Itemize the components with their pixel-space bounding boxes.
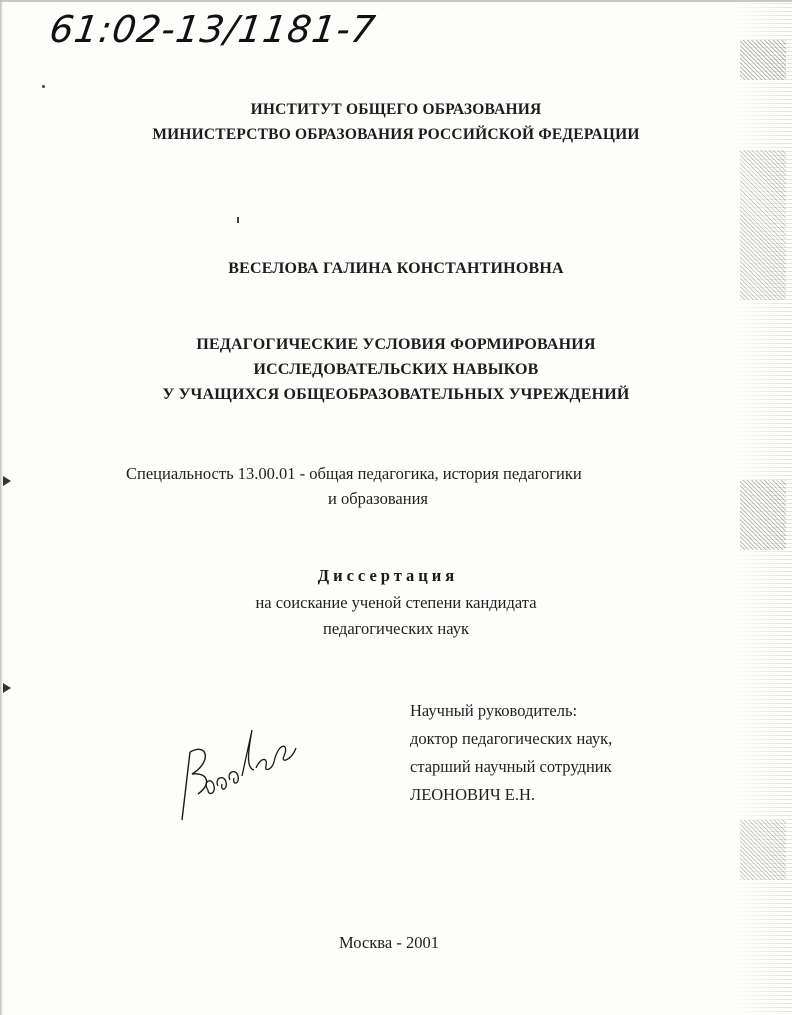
supervisor-position: старший научный сотрудник [410, 757, 612, 776]
ministry-name: МИНИСТЕРСТВО ОБРАЗОВАНИЯ РОССИЙСКОЙ ФЕДЕРАЦИИ [152, 126, 640, 143]
archive-code: 61:02-13/1181-7 [46, 8, 379, 51]
scan-edge-left [0, 0, 3, 1015]
scan-edge-top [0, 0, 792, 2]
scan-speck [42, 85, 45, 88]
scan-noise [740, 820, 786, 880]
supervisor-label: Научный руководитель: [410, 701, 578, 720]
specialty-line: Специальность 13.00.01 - общая педагогика, история педагогики [126, 464, 582, 483]
supervisor-block [410, 697, 612, 809]
place-year: Москва - 2001 [339, 933, 439, 952]
specialty-line: и образования [328, 489, 428, 508]
author-signature [168, 712, 308, 822]
author-name: ВЕСЕЛОВА ГАЛИНА КОНСТАНТИНОВНА [228, 260, 564, 277]
supervisor-degree: доктор педагогических наук, [410, 729, 613, 748]
supervisor-name: ЛЕОНОВИЧ Е.Н. [410, 785, 536, 804]
scan-noise [740, 40, 786, 80]
document-type: Диссертация [317, 566, 459, 585]
dissertation-title-line: ИССЛЕДОВАТЕЛЬСКИХ НАВЫКОВ [253, 361, 539, 378]
binding-marker-icon [3, 476, 11, 486]
dissertation-title-line: ПЕДАГОГИЧЕСКИЕ УСЛОВИЯ ФОРМИРОВАНИЯ [196, 336, 596, 353]
scan-noise [740, 480, 786, 550]
institution-name: ИНСТИТУТ ОБЩЕГО ОБРАЗОВАНИЯ [250, 101, 542, 118]
degree-line: педагогических наук [322, 619, 470, 638]
dissertation-title-line: У УЧАЩИХСЯ ОБЩЕОБРАЗОВАТЕЛЬНЫХ УЧРЕЖДЕНИЙ [162, 386, 630, 403]
binding-marker-icon [3, 683, 11, 693]
degree-line: на соискание ученой степени кандидата [255, 593, 537, 612]
scan-speck [237, 217, 239, 223]
